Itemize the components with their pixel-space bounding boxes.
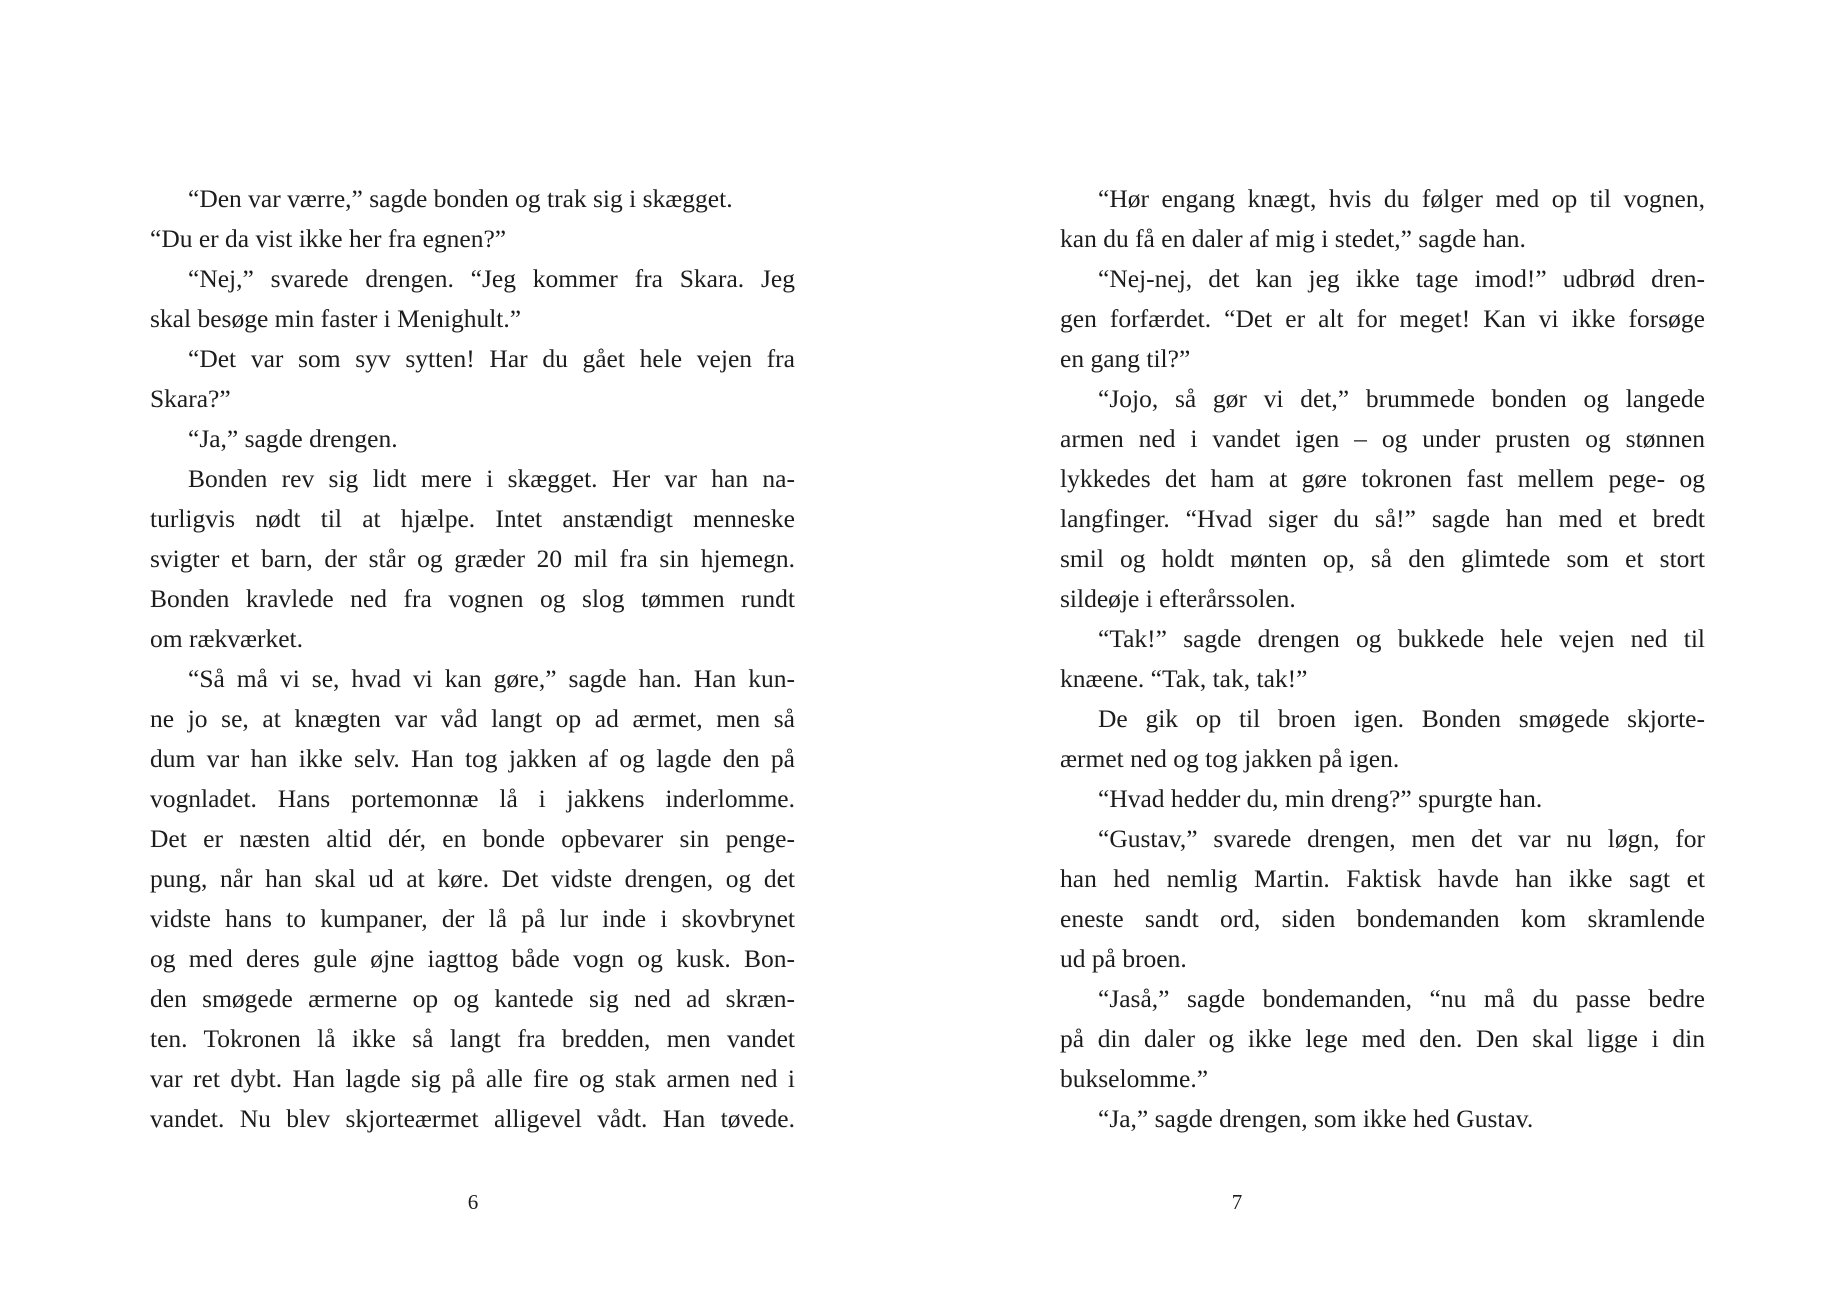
text-line: sildeøje i efterårssolen. xyxy=(1060,584,1296,613)
left-page-number: 6 xyxy=(467,1190,479,1214)
text-line: han hed nemlig Martin. Faktisk havde han ikke sagt et xyxy=(1060,864,1705,893)
text-line: ten. Tokronen lå ikke så langt fra bredden, men vandet xyxy=(150,1024,795,1053)
right-page-text xyxy=(1060,179,1705,1139)
text-line: om rækværket. xyxy=(150,624,303,653)
left-page-text xyxy=(150,179,795,1139)
text-line: langfinger. “Hvad siger du så!” sagde han med et bredt xyxy=(1060,504,1705,533)
text-line: var ret dybt. Han lagde sig på alle fire og stak armen ned i xyxy=(150,1064,795,1093)
text-line: “Hvad hedder du, min dreng?” spurgte han. xyxy=(1098,784,1543,813)
text-line: “Jojo, så gør vi det,” brummede bonden og langede xyxy=(1098,384,1705,413)
text-line: vidste hans to kumpaner, der lå på lur inde i skovbrynet xyxy=(150,904,795,933)
text-line: dum var han ikke selv. Han tog jakken af og lagde den på xyxy=(150,744,795,773)
text-line: vognladet. Hans portemonnæ lå i jakkens inderlomme. xyxy=(150,784,795,813)
text-line: “Jaså,” sagde bondemanden, “nu må du passe bedre xyxy=(1098,984,1705,1013)
text-line: De gik op til broen igen. Bonden smøgede skjorte- xyxy=(1098,704,1705,733)
text-line: “Hør engang knægt, hvis du følger med op til vognen, xyxy=(1098,184,1705,213)
text-line: ne jo se, at knægten var våd langt op ad ærmet, men så xyxy=(150,704,795,733)
text-line: “Nej,” svarede drengen. “Jeg kommer fra Skara. Jeg xyxy=(188,264,795,293)
text-line: vandet. Nu blev skjorteærmet alligevel vådt. Han tøvede. xyxy=(150,1104,795,1133)
right-page xyxy=(922,0,1844,1308)
text-line: Skara?” xyxy=(150,384,231,413)
text-line: armen ned i vandet igen – og under prusten og stønnen xyxy=(1060,424,1705,453)
text-line: Bonden kravlede ned fra vognen og slog tømmen rundt xyxy=(150,584,795,613)
text-line: turligvis nødt til at hjælpe. Intet anstændigt menneske xyxy=(150,504,795,533)
text-line: “Nej-nej, det kan jeg ikke tage imod!” udbrød dren- xyxy=(1098,264,1705,293)
text-line: skal besøge min faster i Menighult.” xyxy=(150,304,522,333)
text-line: eneste sandt ord, siden bondemanden kom skramlende xyxy=(1060,904,1705,933)
text-line: “Du er da vist ikke her fra egnen?” xyxy=(150,224,507,253)
text-line: “Det var som syv sytten! Har du gået hele vejen fra xyxy=(188,344,795,373)
text-line: Det er næsten altid dér, en bonde opbevarer sin penge- xyxy=(150,824,795,853)
text-line: lykkedes det ham at gøre tokronen fast mellem pege- og xyxy=(1060,464,1705,493)
text-line: smil og holdt mønten op, så den glimtede som et stort xyxy=(1060,544,1705,573)
text-line: og med deres gule øjne iagttog både vogn og kusk. Bon- xyxy=(150,944,795,973)
text-line: pung, når han skal ud at køre. Det vidste drengen, og det xyxy=(150,864,795,893)
text-line: “Så må vi se, hvad vi kan gøre,” sagde han. Han kun- xyxy=(188,664,795,693)
right-page-number: 7 xyxy=(1231,1190,1243,1214)
text-line: “Gustav,” svarede drengen, men det var nu løgn, for xyxy=(1098,824,1705,853)
text-line: “Tak!” sagde drengen og bukkede hele vejen ned til xyxy=(1098,624,1705,653)
text-line: knæene. “Tak, tak, tak!” xyxy=(1060,664,1308,693)
text-line: “Ja,” sagde drengen. xyxy=(188,424,398,453)
text-line: ud på broen. xyxy=(1060,944,1187,973)
text-line: den smøgede ærmerne op og kantede sig ned ad skræn- xyxy=(150,984,795,1013)
text-line: bukselomme.” xyxy=(1060,1064,1209,1093)
text-line: “Ja,” sagde drengen, som ikke hed Gustav. xyxy=(1098,1104,1534,1133)
text-line: “Den var værre,” sagde bonden og trak sig i skægget. xyxy=(188,184,733,213)
text-line: Bonden rev sig lidt mere i skægget. Her var han na- xyxy=(188,464,795,493)
text-line: svigter et barn, der står og græder 20 mil fra sin hjemegn. xyxy=(150,544,795,573)
text-line: gen forfærdet. “Det er alt for meget! Kan vi ikke forsøge xyxy=(1060,304,1705,333)
text-line: en gang til?” xyxy=(1060,344,1191,373)
text-line: kan du få en daler af mig i stedet,” sagde han. xyxy=(1060,224,1526,253)
text-line: ærmet ned og tog jakken på igen. xyxy=(1060,744,1400,773)
text-line: på din daler og ikke lege med den. Den skal ligge i din xyxy=(1060,1024,1705,1053)
